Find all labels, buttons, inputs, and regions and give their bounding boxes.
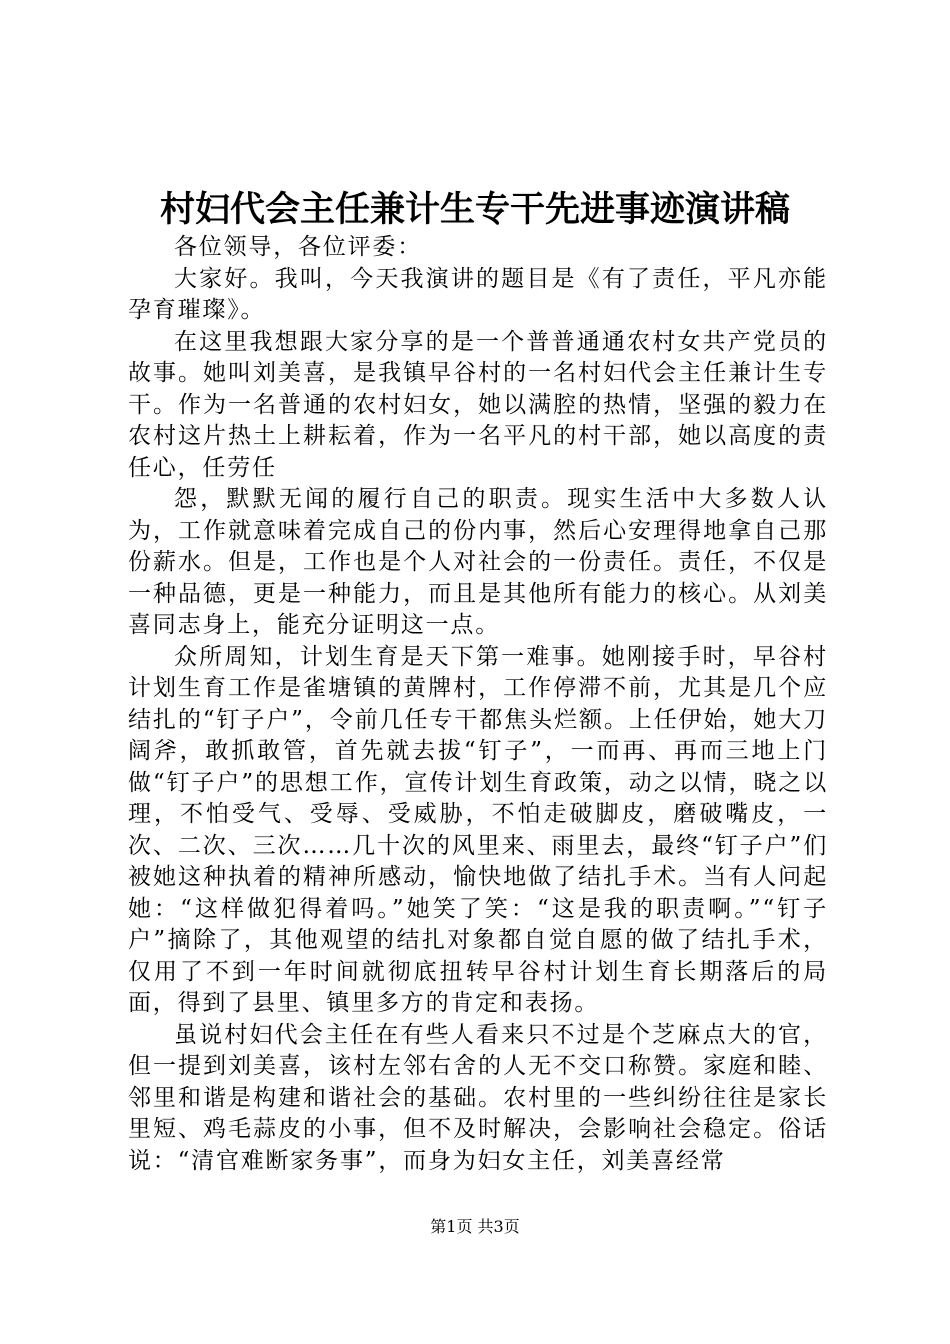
paragraph-salutation: 各位领导，各位评委： <box>174 234 422 260</box>
paragraph-intro: 在这里我想跟大家分享的是一个普普通通农村女共产党员的故事。她叫刘美喜，是我镇早谷村的一名村妇代会主任兼计生专干。作为一名普通的农村妇女，她以满腔的热情，坚强的毅力在农村这片热土上耕耘着，作为一名平凡的村干部，她以高度的责任心，任劳任 <box>128 328 828 481</box>
document-body <box>128 232 828 1177</box>
paragraph-family-planning: 众所周知，计划生育是天下第一难事。她刚接手时，早谷村计划生育工作是雀塘镇的黄牌村，工作停滞不前，尤其是几个应结扎的“钉子户”，令前几任专干都焦头烂额。上任伊始，她大刀阔斧，敢抓敢管，首先就去拔“钉子”，一而再、再而三地上门做“钉子户”的思想工作，宣传计划生育政策，动之以情，晓之以理，不怕受气、受辱、受威胁，不怕走破脚皮，磨破嘴皮，一次、二次、三次……几十次的风里来、雨里去，最终“钉子户”们被她这种执着的精神所感动，愉快地做了结扎手术。当有人问起她：“这样做犯得着吗。”她笑了笑：“这是我的职责啊。”“钉子户”摘除了，其他观望的结扎对象都自觉自愿的做了结扎手术，仅用了不到一年时间就彻底扭转早谷村计划生育长期落后的局面，得到了县里、镇里多方的肯定和表扬。 <box>128 643 828 1016</box>
page-footer: 第1页 共3页 <box>430 1217 520 1236</box>
paragraph-responsibility: 怨，默默无闻的履行自己的职责。现实生活中大多数人认为，工作就意味着完成自己的份内事，然后心安理得地拿自己那份薪水。但是，工作也是个人对社会的一份责任。责任，不仅是一种品德，更是一种能力，而且是其他所有能力的核心。从刘美喜同志身上，能充分证明这一点。 <box>128 486 828 638</box>
paragraph-neighbors: 虽说村妇代会主任在有些人看来只不过是个芝麻点大的官，但一提到刘美喜，该村左邻右舍的人无不交口称赞。家庭和睦、邻里和谐是构建和谐社会的基础。农村里的一些纠纷往往是家长里短、鸡毛蒜皮的小事，但不及时解决，会影响社会稳定。俗话说：“清官难断家务事”，而身为妇女主任，刘美喜经常 <box>128 1021 828 1174</box>
paragraph-greeting: 大家好。我叫，今天我演讲的题目是《有了责任，平凡亦能孕育璀璨》。 <box>128 265 828 323</box>
document-title: 村妇代会主任兼计生专干先进事迹演讲稿 <box>159 189 790 230</box>
